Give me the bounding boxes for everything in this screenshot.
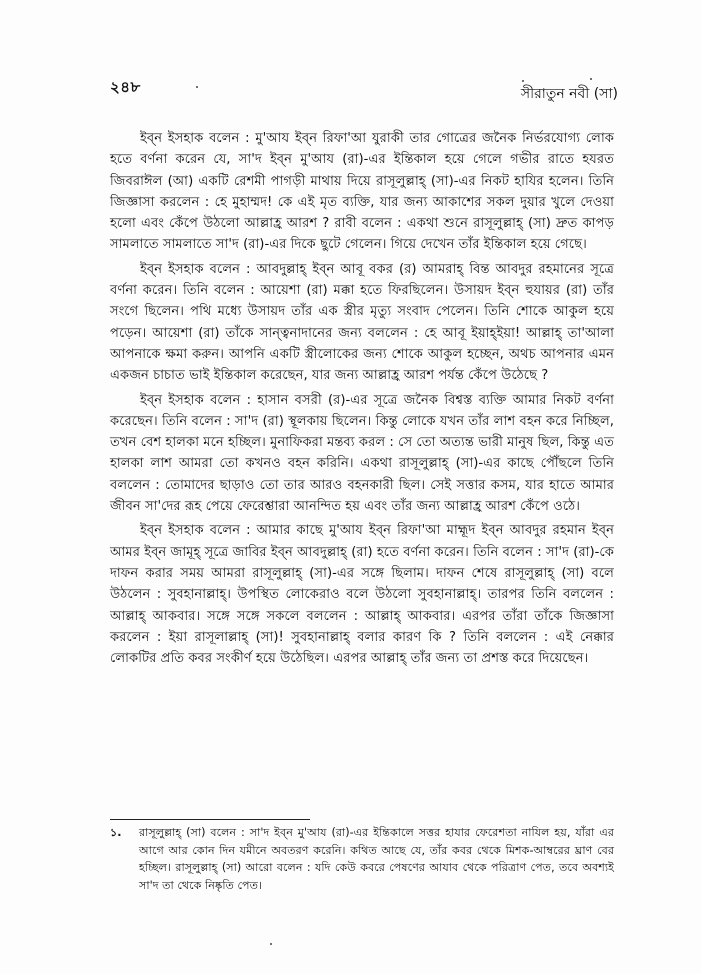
body-text	[110, 128, 614, 672]
running-title: সীরাতুন নবী (সা)	[520, 86, 618, 102]
paragraph: ইব্ন ইসহাক বলেন : আমার কাছে মু'আয ইব্ন রিফা'আ মাহ্মূদ ইব্ন আবদুর রহমান ইব্ন আমর ইব্ন জামূহ্ সূত্রে জাবির ইব্ন আবদুল্লাহ্ (রা) হতে বর্ণনা করেন। তিনি বলেন : সা'দ (রা)-কে দাফন করার সময় আমরা রাসূলুল্লাহ্ (সা)-এর সঙ্গে ছিলাম। দাফন শেষে রাসূলুল্লাহ্ (সা) বলে উঠলেন : সুবহানাল্লাহ্। উপস্থিত লোকেরাও বলে উঠলো সুবহানাল্লাহ্। তারপর তিনি বললেন : আল্লাহ্ আকবার। সঙ্গে সঙ্গে সকলে বললেন : আল্লাহ্ আকবার। এরপর তাঁরা তাঁকে জিজ্ঞাসা করলেন : ইয়া রাসূলাল্লাহ্ (সা)! সুবহানাল্লাহ্ বলার কারণ কি ? তিনি বললেন : এই নেক্কার লোকটির প্রতি কবর সংকীর্ণ হয়ে উঠেছিল। এরপর আল্লাহ্ তাঁর জন্য তা প্রশস্ত করে দিয়েছেন।	[110, 523, 614, 667]
paragraph: ইব্ন ইসহাক বলেন : হাসান বসরী (র)-এর সূত্রে জনৈক বিশ্বস্ত ব্যক্তি আমার নিকট বর্ণনা করেছেন। তিনি বলেন : সা'দ (রা) স্থূলকায় ছিলেন। কিন্তু লোকে যখন তাঁর লাশ বহন করে নিচ্ছিল, তখন বেশ হালকা মনে হচ্ছিল। মুনাফিকরা মন্তব্য করল : সে তো অত্যন্ত ভারী মানুষ ছিল, কিন্তু এত হালকা লাশ আমরা তো কখনও বহন করিনি। একথা রাসূলুল্লাহ্ (সা)-এর কাছে পৌঁছলে তিনি বললেন : তোমাদের ছাড়াও তো তার আরও বহনকারী ছিল। সেই সত্তার কসম, যার হাতে আমার জীবন সা'দের রূহ পেয়ে ফেরেশ্তারা আনন্দিত হয় এবং তাঁর জন্য আল্লাহ্র আরশ কেঁপে ওঠে।	[110, 392, 614, 515]
scan-speck	[522, 80, 524, 82]
page-header	[0, 70, 701, 100]
page-number: ২৪৮	[110, 78, 141, 96]
footnote-text: রাসূলুল্লাহ্ (সা) বলেন : সা'দ ইব্ন মু'আয (রা)-এর ইন্তিকালে সত্তর হাযার ফেরেশতা নাযিল হয়, যাঁরা এর আগে আর কোন দিন যমীনে অবতরণ করেনি। কথিত আছে যে, তাঁর কবর থেকে মিশক-আম্বরের ঘ্রাণ বের হচ্ছিল। রাসূলুল্লাহ্ (সা) আরো বলেন : যদি কেউ কবরে পেষণের আযাব থেকে পরিত্রাণ পেত, তবে অবশ্যই সা'দ তা থেকে নিষ্কৃতি পেত।	[139, 826, 614, 892]
footnote-divider	[110, 819, 310, 820]
footnote-marker: ১.	[110, 826, 122, 839]
scan-speck	[270, 943, 272, 945]
scan-speck	[590, 78, 592, 80]
footnote	[110, 824, 614, 894]
scan-speck	[196, 86, 198, 88]
paragraph: ইব্ন ইসহাক বলেন : আবদুল্লাহ্ ইব্ন আবূ বকর (র) আমরাহ্ বিন্ত আবদুর রহমানের সূত্রে বর্ণনা করেন। তিনি বলেন : আয়েশা (রা) মক্কা হতে ফিরছিলেন। উসায়দ ইব্ন হুযায়র (রা) তাঁর সংগে ছিলেন। পথি মধ্যে উসায়দ তাঁর এক স্ত্রীর মৃত্যু সংবাদ পেলেন। তিনি শোকে আকুল হয়ে পড়েন। আয়েশা (রা) তাঁকে সান্ত্বনাদানের জন্য বললেন : হে আবূ ইয়াহ্ইয়া! আল্লাহ্ তা'আলা আপনাকে ক্ষমা করুন। আপনি একটি স্ত্রীলোকের জন্য শোকে আকুল হচ্ছেন, অথচ আপনার এমন একজন চাচাত ভাই ইন্তিকাল করেছেন, যার জন্য আল্লাহ্র আরশ পর্যন্ত কেঁপে উঠেছে ?	[110, 261, 614, 384]
paragraph: ইব্ন ইসহাক বলেন : মু'আয ইব্ন রিফা'আ যুরাকী তার গোত্রের জনৈক নির্ভরযোগ্য লোক হতে বর্ণনা করেন যে, সা'দ ইব্ন মু'আয (রা)-এর ইন্তিকাল হয়ে গেলে গভীর রাতে হযরত জিবরাঈল (আ) একটি রেশমী পাগড়ী মাথায় দিয়ে রাসূলুল্লাহ্ (সা)-এর নিকট হাযির হলেন। তিনি জিজ্ঞাসা করলেন : হে মুহাম্মদ! কে এই মৃত ব্যক্তি, যার জন্য আকাশের সকল দুয়ার খুলে দেওয়া হলো এবং কেঁপে উঠলো আল্লাহ্র আরশ ? রাবী বলেন : একথা শুনে রাসূলুল্লাহ্ (সা) দ্রুত কাপড় সামলাতে সামলাতে সা'দ (রা)-এর দিকে ছুটে গেলেন। গিয়ে দেখেন তাঁর ইন্তিকাল হয়ে গেছে।	[110, 131, 614, 253]
